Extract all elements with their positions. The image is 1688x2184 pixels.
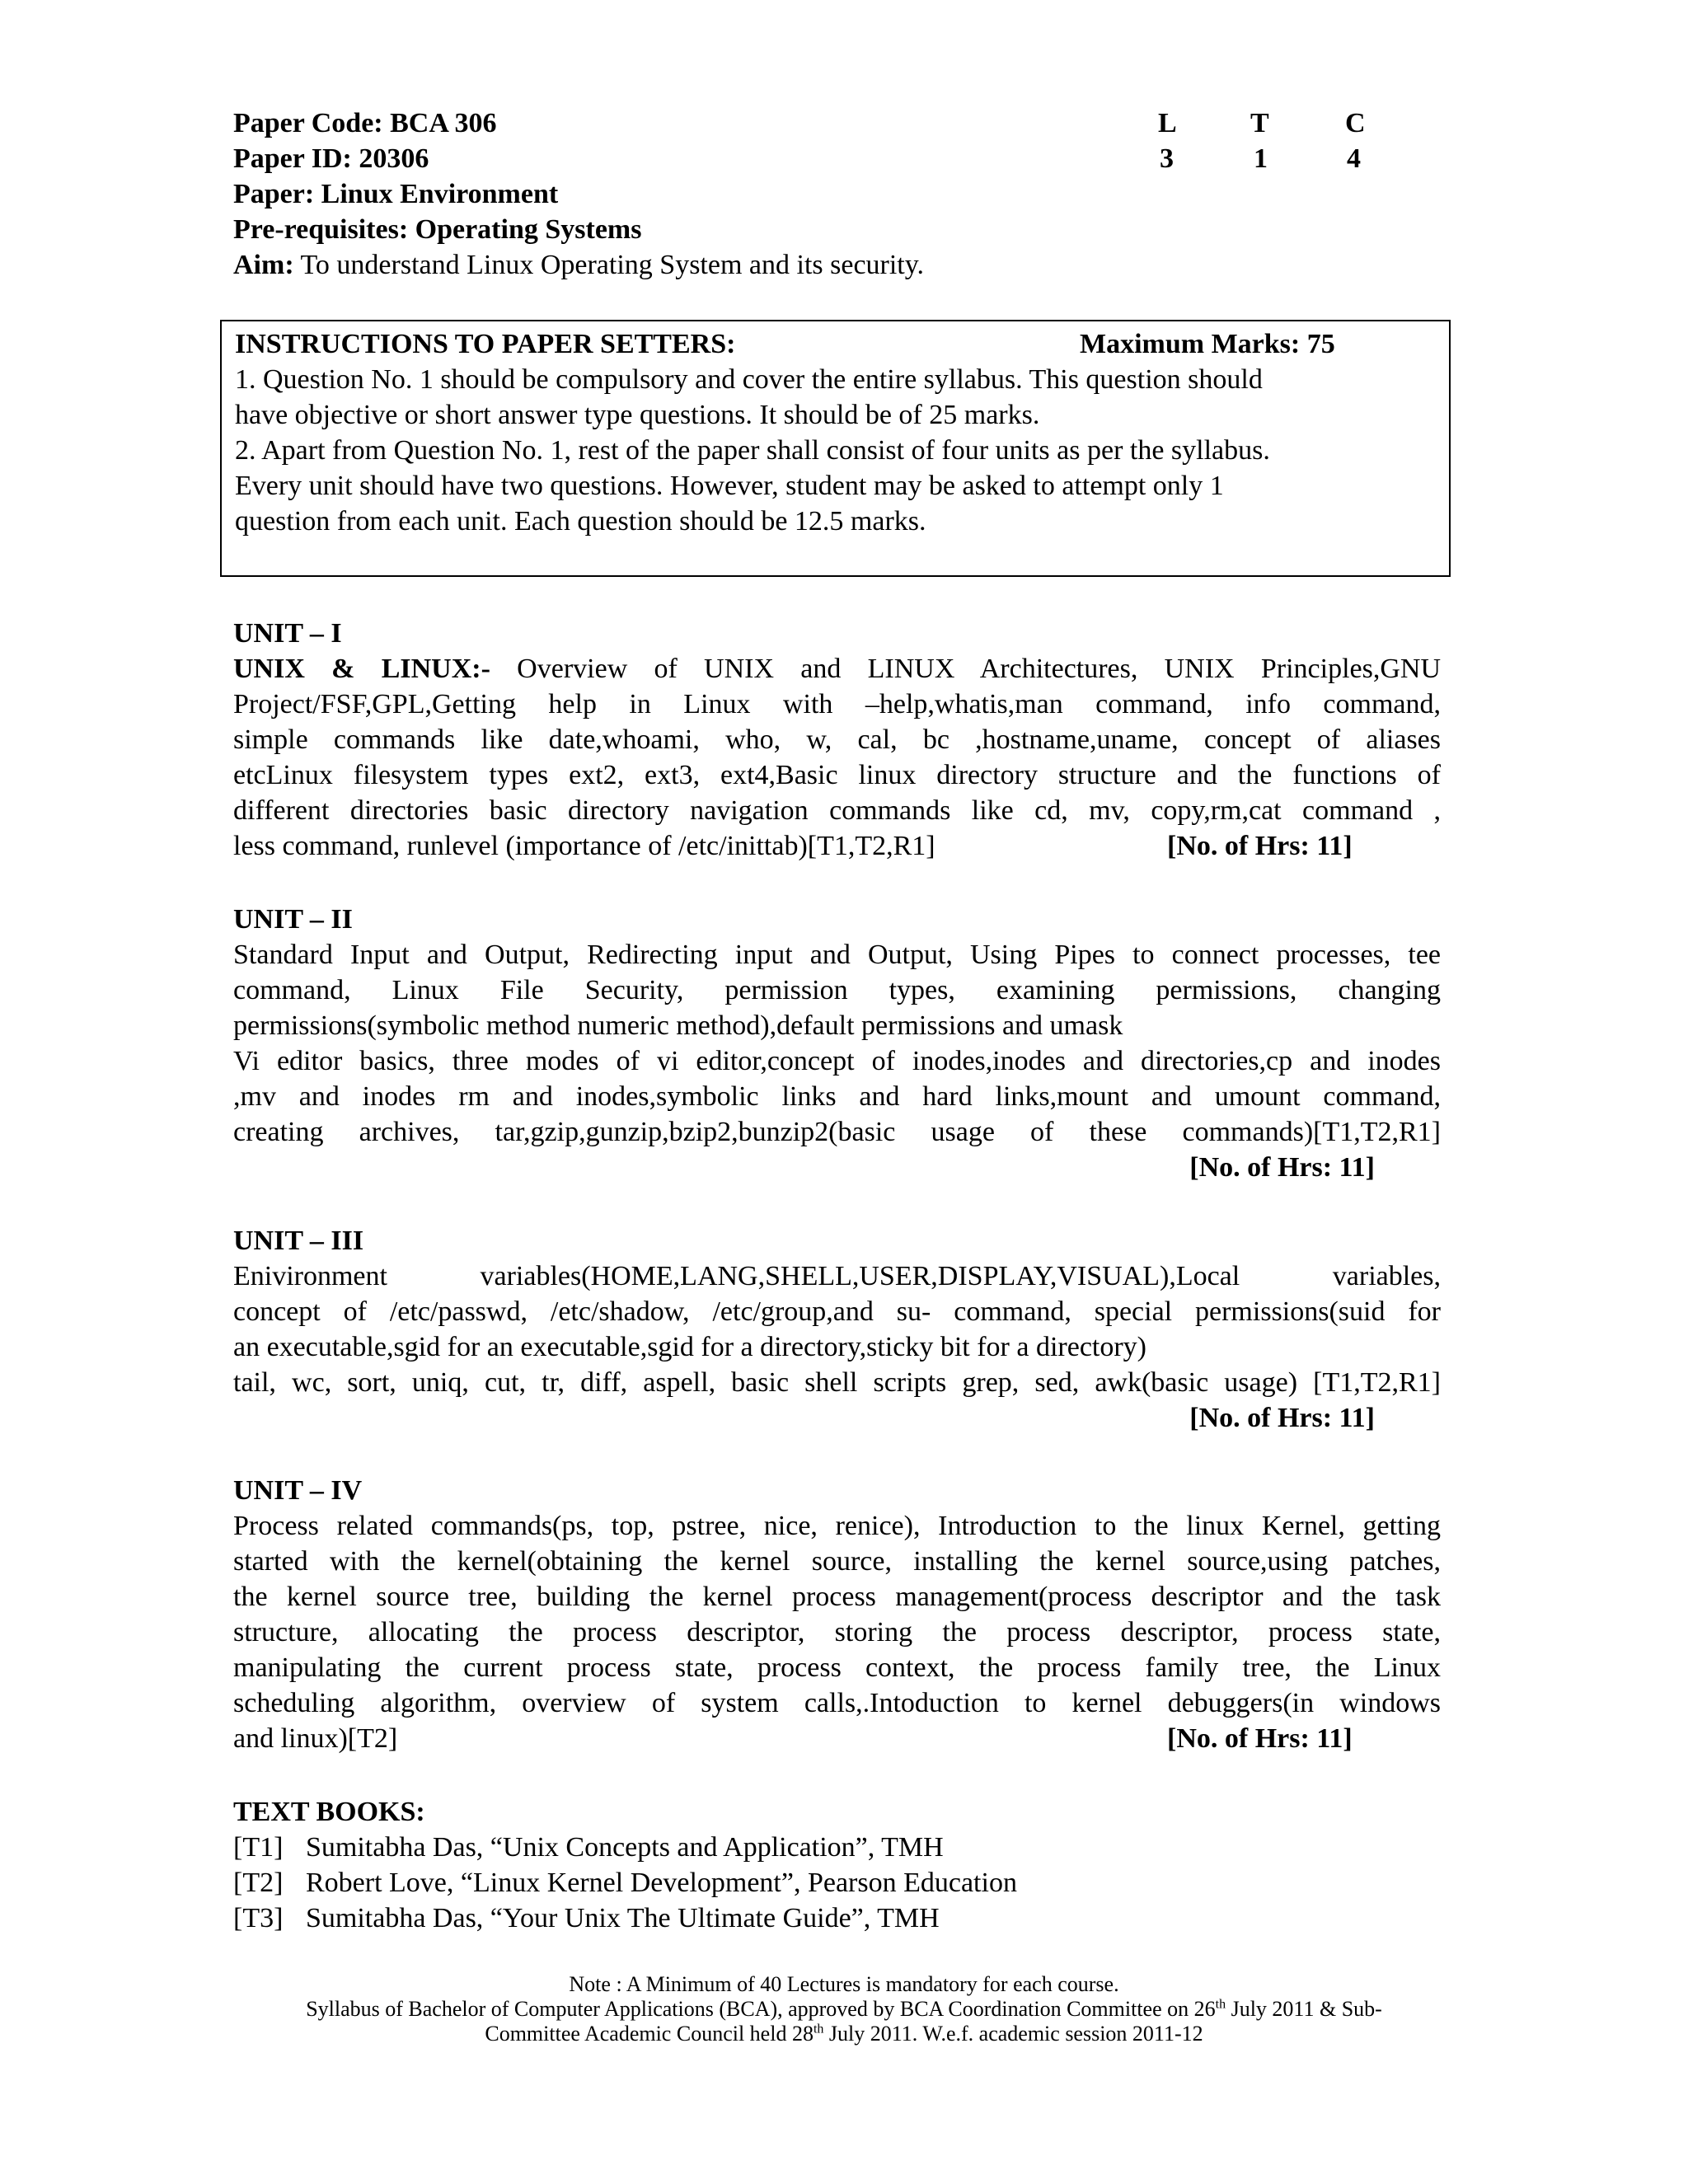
ltc-t-header: T (1250, 108, 1269, 138)
ltc-c-value: 4 (1347, 143, 1361, 174)
footer-syllabus-line-2: Committee Academic Council held 28th July 2011. W.e.f. academic session 2011-12 (485, 2022, 1203, 2046)
unit-line: Standard Input and Output, Redirecting input and Output, Using Pipes to connect processes, tee (233, 940, 1441, 970)
unit-line: simple commands like date,whoami, who, w, cal, bc ,hostname,uname, concept of aliases (233, 724, 1441, 755)
hours: [No. of Hrs: 11] (1167, 1723, 1353, 1754)
unit-line: and linux)[T2] [No. of Hrs: 11] (233, 1721, 1441, 1756)
instruction-line: 2. Apart from Question No. 1, rest of the paper shall consist of four units as per the syllabus. (235, 435, 1270, 466)
unit-1 (233, 616, 1441, 864)
textbook-item (233, 1900, 1441, 1936)
unit-line: the kernel source tree, building the kernel process management(process descriptor and the task (233, 1582, 1441, 1612)
paper-code: Paper Code: BCA 306 (233, 108, 497, 138)
unit-title: UNIT – III (233, 1226, 364, 1256)
unit-line: started with the kernel(obtaining the kernel source, installing the kernel source,using patches, (233, 1546, 1441, 1577)
hours: [No. of Hrs: 11] (1189, 1403, 1375, 1433)
unit-4 (233, 1473, 1441, 1756)
instruction-line: question from each unit. Each question should be 12.5 marks. (235, 506, 926, 537)
text-books (233, 1794, 1441, 1936)
unit-line: structure, allocating the process descriptor, storing the process descriptor, process state, (233, 1617, 1441, 1647)
paper-title: Paper: Linux Environment (233, 179, 559, 209)
instructions-header (235, 326, 1442, 362)
unit-line: Enivironment variables(HOME,LANG,SHELL,USER,DISPLAY,VISUAL),Local variables, (233, 1261, 1441, 1291)
instruction-line: 1. Question No. 1 should be compulsory and cover the entire syllabus. This question should (235, 364, 1263, 395)
ltc-l-header: L (1158, 108, 1177, 138)
maximum-marks: Maximum Marks: 75 (1080, 329, 1335, 359)
unit-3 (233, 1223, 1441, 1436)
paper-id: Paper ID: 20306 (233, 143, 429, 174)
unit-line: different directories basic directory navigation commands like cd, mv, copy,rm,cat command , (233, 795, 1441, 826)
textbooks-title: TEXT BOOKS: (233, 1797, 425, 1827)
unit-line: concept of /etc/passwd, /etc/shadow, /etc/group,and su- command, special permissions(suid for (233, 1296, 1441, 1327)
textbook-text: Sumitabha Das, “Your Unix The Ultimate Guide”, TMH (306, 1903, 940, 1933)
unit-line: less command, runlevel (importance of /etc/inittab)[T1,T2,R1] [No. of Hrs: 11] (233, 828, 1441, 864)
textbook-text: Robert Love, “Linux Kernel Development”, Pearson Education (306, 1868, 1017, 1898)
unit-line: tail, wc, sort, uniq, cut, tr, diff, aspell, basic shell scripts grep, sed, awk(basic usage) [T1,T2,R1] (233, 1367, 1441, 1398)
ltc-t-value: 1 (1254, 143, 1268, 174)
instructions-box (220, 320, 1451, 577)
unit-line: UNIX & LINUX:- Overview of UNIX and LINUX Architectures, UNIX Principles,GNU (233, 654, 1442, 684)
textbook-item (233, 1865, 1441, 1900)
footer-syllabus-line-1: Syllabus of Bachelor of Computer Applications (BCA), approved by BCA Coordination Committee on 26th July 2011 & Sub- (306, 1997, 1382, 2021)
unit-line: permissions(symbolic method numeric method),default permissions and umask (233, 1010, 1123, 1041)
textbook-tag: [T1] (233, 1832, 284, 1863)
footer-note: Note : A Minimum of 40 Lectures is mandatory for each course. (569, 1972, 1119, 1996)
unit-title: UNIT – IV (233, 1475, 363, 1506)
aim (233, 247, 1441, 283)
footer (165, 1972, 1523, 2046)
textbook-text: Sumitabha Das, “Unix Concepts and Application”, TMH (306, 1832, 944, 1863)
ltc-table (1158, 105, 1389, 176)
prerequisites: Pre-requisites: Operating Systems (233, 214, 642, 245)
unit-line: ,mv and inodes rm and inodes,symbolic links and hard links,mount and umount command, (233, 1081, 1441, 1112)
unit-title: UNIT – I (233, 618, 342, 649)
unit-lead: UNIX & LINUX:- (233, 654, 490, 684)
instruction-line: Every unit should have two questions. However, student may be asked to attempt only 1 (235, 471, 1224, 501)
aim-text: To understand Linux Operating System and its security. (293, 250, 925, 280)
instructions-title: INSTRUCTIONS TO PAPER SETTERS: (235, 329, 736, 359)
unit-2 (233, 902, 1441, 1185)
unit-line: Project/FSF,GPL,Getting help in Linux with –help,whatis,man command, info command, (233, 689, 1441, 719)
aim-label: Aim: (233, 250, 294, 280)
unit-title: UNIT – II (233, 904, 353, 935)
instruction-line: have objective or short answer type questions. It should be of 25 marks. (235, 400, 1040, 430)
textbook-item (233, 1830, 1441, 1865)
hours: [No. of Hrs: 11] (1189, 1152, 1375, 1183)
unit-line: scheduling algorithm, overview of system calls,.Intoduction to kernel debuggers(in windows (233, 1688, 1441, 1718)
unit-line: Vi editor basics, three modes of vi editor,concept of inodes,inodes and directories,cp and inodes (233, 1046, 1441, 1076)
ltc-c-header: C (1345, 108, 1366, 138)
unit-line: etcLinux filesystem types ext2, ext3, ext4,Basic linux directory structure and the functions of (233, 760, 1441, 790)
unit-line: an executable,sgid for an executable,sgid for a directory,sticky bit for a directory) (233, 1332, 1147, 1362)
unit-line: Process related commands(ps, top, pstree, nice, renice), Introduction to the linux Kernel, getting (233, 1511, 1441, 1541)
unit-line: manipulating the current process state, process context, the process family tree, the Linux (233, 1652, 1441, 1683)
textbook-tag: [T3] (233, 1903, 284, 1933)
textbook-tag: [T2] (233, 1868, 284, 1898)
unit-line: creating archives, tar,gzip,gunzip,bzip2,bunzip2(basic usage of these commands)[T1,T2,R1] (233, 1117, 1441, 1147)
hours: [No. of Hrs: 11] (1167, 831, 1353, 861)
ltc-l-value: 3 (1160, 143, 1174, 174)
unit-line: command, Linux File Security, permission types, examining permissions, changing (233, 975, 1441, 1005)
